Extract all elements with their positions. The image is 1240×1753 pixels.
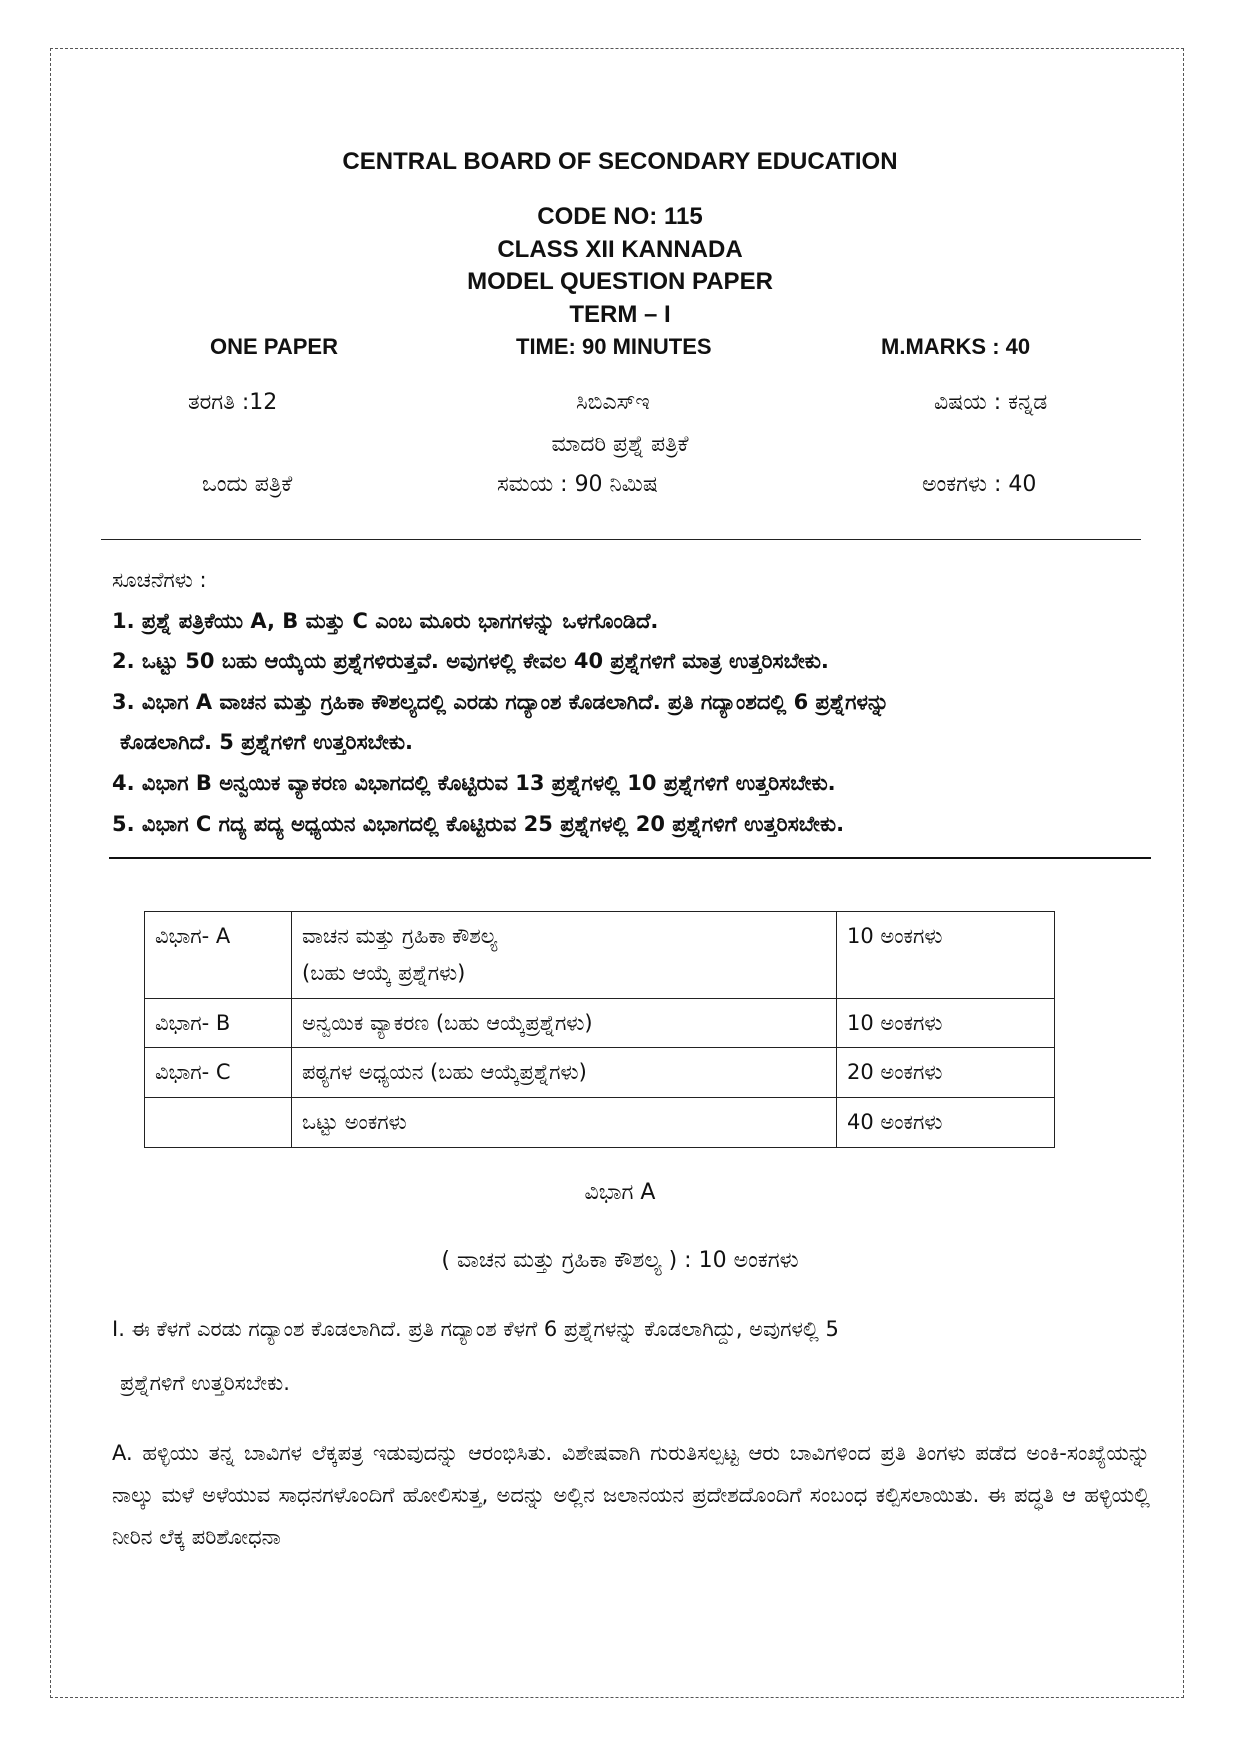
kn-marks: ಅಂಕಗಳು : 40: [922, 472, 1037, 497]
marks-cell: 20 ಅಂಕಗಳು: [837, 1048, 1055, 1098]
table-row: [145, 912, 1055, 999]
section-a-title: ವಿಭಾಗ A: [584, 1180, 656, 1205]
one-paper: ONE PAPER: [210, 334, 338, 359]
table-row: [145, 998, 1055, 1048]
code-number: CODE NO: 115: [537, 203, 703, 230]
table-row: [145, 1098, 1055, 1148]
section-cell: ವಿಭಾಗ- A: [145, 912, 292, 999]
instruction-item: 1. ಪ್ರಶ್ನೆ ಪತ್ರಿಕೆಯು A, B ಮತ್ತು C ಎಂಬ ಮೂರು ಭಾಗಗಳನ್ನು ಒಳಗೊಂಡಿದೆ.: [112, 609, 659, 633]
instruction-item: 5. ವಿಭಾಗ C ಗದ್ಯ ಪದ್ಯ ಅಧ್ಯಯನ ವಿಭಾಗದಲ್ಲಿ ಕೊಟ್ಟಿರುವ 25 ಪ್ರಶ್ನೆಗಳಲ್ಲಿ 20 ಪ್ರಶ್ನೆಗಳಿಗೆ ಉತ್ತರಿಸಬೇಕು.: [112, 812, 845, 836]
topic-cell: ಅನ್ವಯಿಕ ವ್ಯಾಕರಣ (ಬಹು ಆಯ್ಕೆಪ್ರಶ್ನೆಗಳು): [292, 998, 837, 1048]
kn-board: ಸಿಬಿಎಸ್‌ಇ: [576, 390, 650, 415]
section-cell: ವಿಭಾಗ- B: [145, 998, 292, 1048]
section-cell: ವಿಭಾಗ- C: [145, 1048, 292, 1098]
kn-class: ತರಗತಿ :12: [188, 390, 278, 415]
paper-title: MODEL QUESTION PAPER: [467, 268, 773, 295]
section-a-instruction-cont: ಪ್ರಶ್ನೆಗಳಿಗೆ ಉತ್ತರಿಸಬೇಕು.: [120, 1371, 290, 1395]
marks-cell: 10 ಅಂಕಗಳು: [837, 912, 1055, 999]
topic-cell: ವಾಚನ ಮತ್ತು ಗ್ರಹಿಕಾ ಕೌಶಲ್ಯ (ಬಹು ಆಯ್ಕೆ ಪ್ರಶ್ನೆಗಳು): [292, 912, 837, 999]
kn-one-paper: ಒಂದು ಪತ್ರಿಕೆ: [202, 472, 293, 497]
table-row: [145, 1048, 1055, 1098]
topic-cell: ಒಟ್ಟು ಅಂಕಗಳು: [292, 1098, 837, 1148]
instruction-item: 2. ಒಟ್ಟು 50 ಬಹು ಆಯ್ಕೆಯ ಪ್ರಶ್ನೆಗಳಿರುತ್ತವೆ. ಅವುಗಳಲ್ಲಿ ಕೇವಲ 40 ಪ್ರಶ್ನೆಗಳಿಗೆ ಮಾತ್ರ ಉತ್ತರಿಸಬೇಕು.: [112, 649, 829, 673]
section-a-subtitle: ( ವಾಚನ ಮತ್ತು ಗ್ರಹಿಕಾ ಕೌಶಲ್ಯ ) : 10 ಅಂಕಗಳು: [441, 1248, 799, 1273]
kn-time: ಸಮಯ : 90 ನಿಮಿಷ: [497, 472, 658, 497]
marks-table: [144, 911, 1055, 1148]
board-title: CENTRAL BOARD OF SECONDARY EDUCATION: [342, 148, 898, 175]
divider-thick: [109, 857, 1151, 859]
marks-cell: 10 ಅಂಕಗಳು: [837, 998, 1055, 1048]
time-label: TIME: 90 MINUTES: [516, 334, 712, 359]
term-title: TERM – I: [569, 301, 671, 328]
instructions-heading: ಸೂಚನೆಗಳು :: [112, 568, 207, 592]
topic-cell: ಪಠ್ಯಗಳ ಅಧ್ಯಯನ (ಬಹು ಆಯ್ಕೆಪ್ರಶ್ನೆಗಳು): [292, 1048, 837, 1098]
class-title: CLASS XII KANNADA: [497, 236, 743, 263]
kn-subject: ವಿಷಯ : ಕನ್ನಡ: [934, 390, 1048, 415]
marks-cell: 40 ಅಂಕಗಳು: [837, 1098, 1055, 1148]
kn-paper-title: ಮಾದರಿ ಪ್ರಶ್ನೆ ಪತ್ರಿಕೆ: [551, 432, 689, 457]
divider: [101, 539, 1141, 540]
passage-a: A. ಹಳ್ಳಿಯು ತನ್ನ ಬಾವಿಗಳ ಲೆಕ್ಕಪತ್ರ ಇಡುವುದನ್ನು ಆರಂಭಿಸಿತು. ವಿಶೇಷವಾಗಿ ಗುರುತಿಸಲ್ಪಟ್ಟ ಆರು ಬಾವಿಗಳಿಂದ ಪ್ರತಿ ತಿಂಗಳು ಪಡೆದ ಅಂಕಿ-ಸಂಖ್ಯೆಯನ್ನು ನಾಲ್ಕು ಮಳೆ ಅಳೆಯುವ ಸಾಧನಗಳೊಂದಿಗೆ ಹೋಲಿಸುತ್ತ, ಅದನ್ನು ಅಲ್ಲಿನ ಜಲಾನಯನ ಪ್ರದೇಶದೊಂದಿಗೆ ಸಂಬಂಧ ಕಲ್ಪಿಸಲಾಯಿತು. ಈ ಪದ್ಧತಿ ಆ ಹಳ್ಳಿಯಲ್ಲಿ ನೀರಿನ ಲೆಕ್ಕ ಪರಿಶೋಧನಾ: [112, 1441, 1150, 1549]
instruction-item: 3. ವಿಭಾಗ A ವಾಚನ ಮತ್ತು ಗ್ರಹಿಕಾ ಕೌಶಲ್ಯದಲ್ಲಿ ಎರಡು ಗದ್ಯಾಂಶ ಕೊಡಲಾಗಿದೆ. ಪ್ರತಿ ಗದ್ಯಾಂಶದಲ್ಲಿ 6 ಪ್ರಶ್ನೆಗಳನ್ನು: [112, 690, 890, 714]
max-marks: M.MARKS : 40: [881, 334, 1031, 359]
instruction-item-cont: ಕೊಡಲಾಗಿದೆ. 5 ಪ್ರಶ್ನೆಗಳಿಗೆ ಉತ್ತರಿಸಬೇಕು.: [120, 730, 414, 754]
instruction-item: 4. ವಿಭಾಗ B ಅನ್ವಯಿಕ ವ್ಯಾಕರಣ ವಿಭಾಗದಲ್ಲಿ ಕೊಟ್ಟಿರುವ 13 ಪ್ರಶ್ನೆಗಳಲ್ಲಿ 10 ಪ್ರಶ್ನೆಗಳಿಗೆ ಉತ್ತರಿಸಬೇಕು.: [112, 771, 836, 795]
section-a-instruction: I. ಈ ಕೆಳಗೆ ಎರಡು ಗದ್ಯಾಂಶ ಕೊಡಲಾಗಿದೆ. ಪ್ರತಿ ಗದ್ಯಾಂಶ ಕೆಳಗೆ 6 ಪ್ರಶ್ನೆಗಳನ್ನು ಕೊಡಲಾಗಿದ್ದು, ಅವುಗಳಲ್ಲಿ 5: [112, 1317, 839, 1341]
section-cell: [145, 1098, 292, 1148]
